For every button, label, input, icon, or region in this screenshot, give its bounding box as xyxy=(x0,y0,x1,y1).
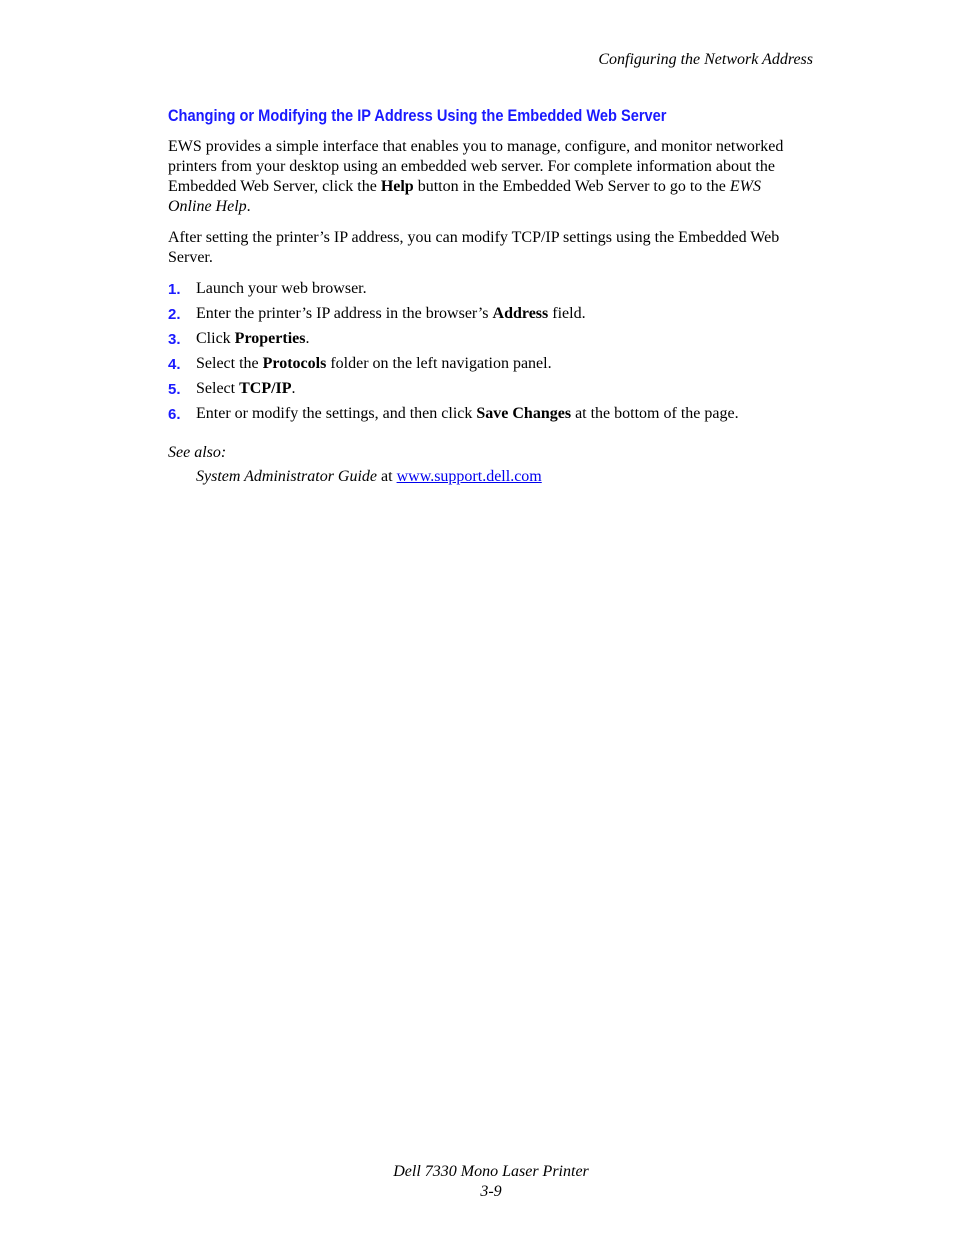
step-term: Address xyxy=(492,305,549,322)
step-text-end: . xyxy=(291,380,296,397)
step-2 xyxy=(168,304,808,329)
intro-text-1: EWS provides a simple interface that enables you to manage, configure, and monitor networked printers from your desktop using an embedded web server. For complete information about the Embedded Web Server, click the xyxy=(168,138,784,195)
step-term: Protocols xyxy=(262,355,327,372)
step-number: 6. xyxy=(168,406,181,423)
step-term: Save Changes xyxy=(476,405,572,422)
help-term: Help xyxy=(380,178,414,195)
step-6 xyxy=(168,404,808,429)
step-1 xyxy=(168,279,808,304)
step-4 xyxy=(168,354,808,379)
ews-online-help-term: EWS Online Help xyxy=(168,178,761,215)
settings-paragraph: After setting the printer’s IP address, you can modify TCP/IP settings using the Embedded Web Server. xyxy=(168,229,780,266)
step-text: Enter or modify the settings, and then click xyxy=(196,405,477,422)
step-text: Enter the printer’s IP address in the browser’s xyxy=(196,305,493,322)
page-number: 3-9 xyxy=(480,1183,502,1200)
guide-title: System Administrator Guide xyxy=(196,468,378,485)
intro-text-2: button in the Embedded Web Server to go to the xyxy=(413,178,730,195)
step-text: Select xyxy=(196,380,240,397)
step-number: 2. xyxy=(168,306,181,323)
page-footer xyxy=(0,1162,954,1202)
intro-text-3: . xyxy=(246,198,251,215)
step-term: Properties xyxy=(234,330,306,347)
step-text: Click xyxy=(196,330,235,347)
running-header: Configuring the Network Address xyxy=(598,51,813,68)
step-number: 4. xyxy=(168,356,181,373)
step-number: 1. xyxy=(168,281,181,298)
main-content xyxy=(168,137,808,487)
step-number: 5. xyxy=(168,381,181,398)
step-text-end: at the bottom of the page. xyxy=(571,405,739,422)
see-also-reference xyxy=(168,467,808,487)
step-text-end: field. xyxy=(548,305,586,322)
footer-product-name: Dell 7330 Mono Laser Printer xyxy=(393,1163,589,1180)
step-text: Select the xyxy=(196,355,263,372)
step-text: Launch your web browser. xyxy=(196,280,367,297)
step-text-end: folder on the left navigation panel. xyxy=(326,355,552,372)
see-also-label: See also: xyxy=(168,444,227,461)
step-text-end: . xyxy=(305,330,310,347)
step-number: 3. xyxy=(168,331,181,348)
steps-list xyxy=(168,279,808,429)
step-term: TCP/IP xyxy=(239,380,292,397)
section-heading: Changing or Modifying the IP Address Using the Embedded Web Server xyxy=(168,106,667,125)
support-link[interactable]: www.support.dell.com xyxy=(396,468,542,485)
see-also-connector: at xyxy=(377,468,397,485)
step-5 xyxy=(168,379,808,404)
step-3 xyxy=(168,329,808,354)
intro-paragraph xyxy=(168,137,808,217)
